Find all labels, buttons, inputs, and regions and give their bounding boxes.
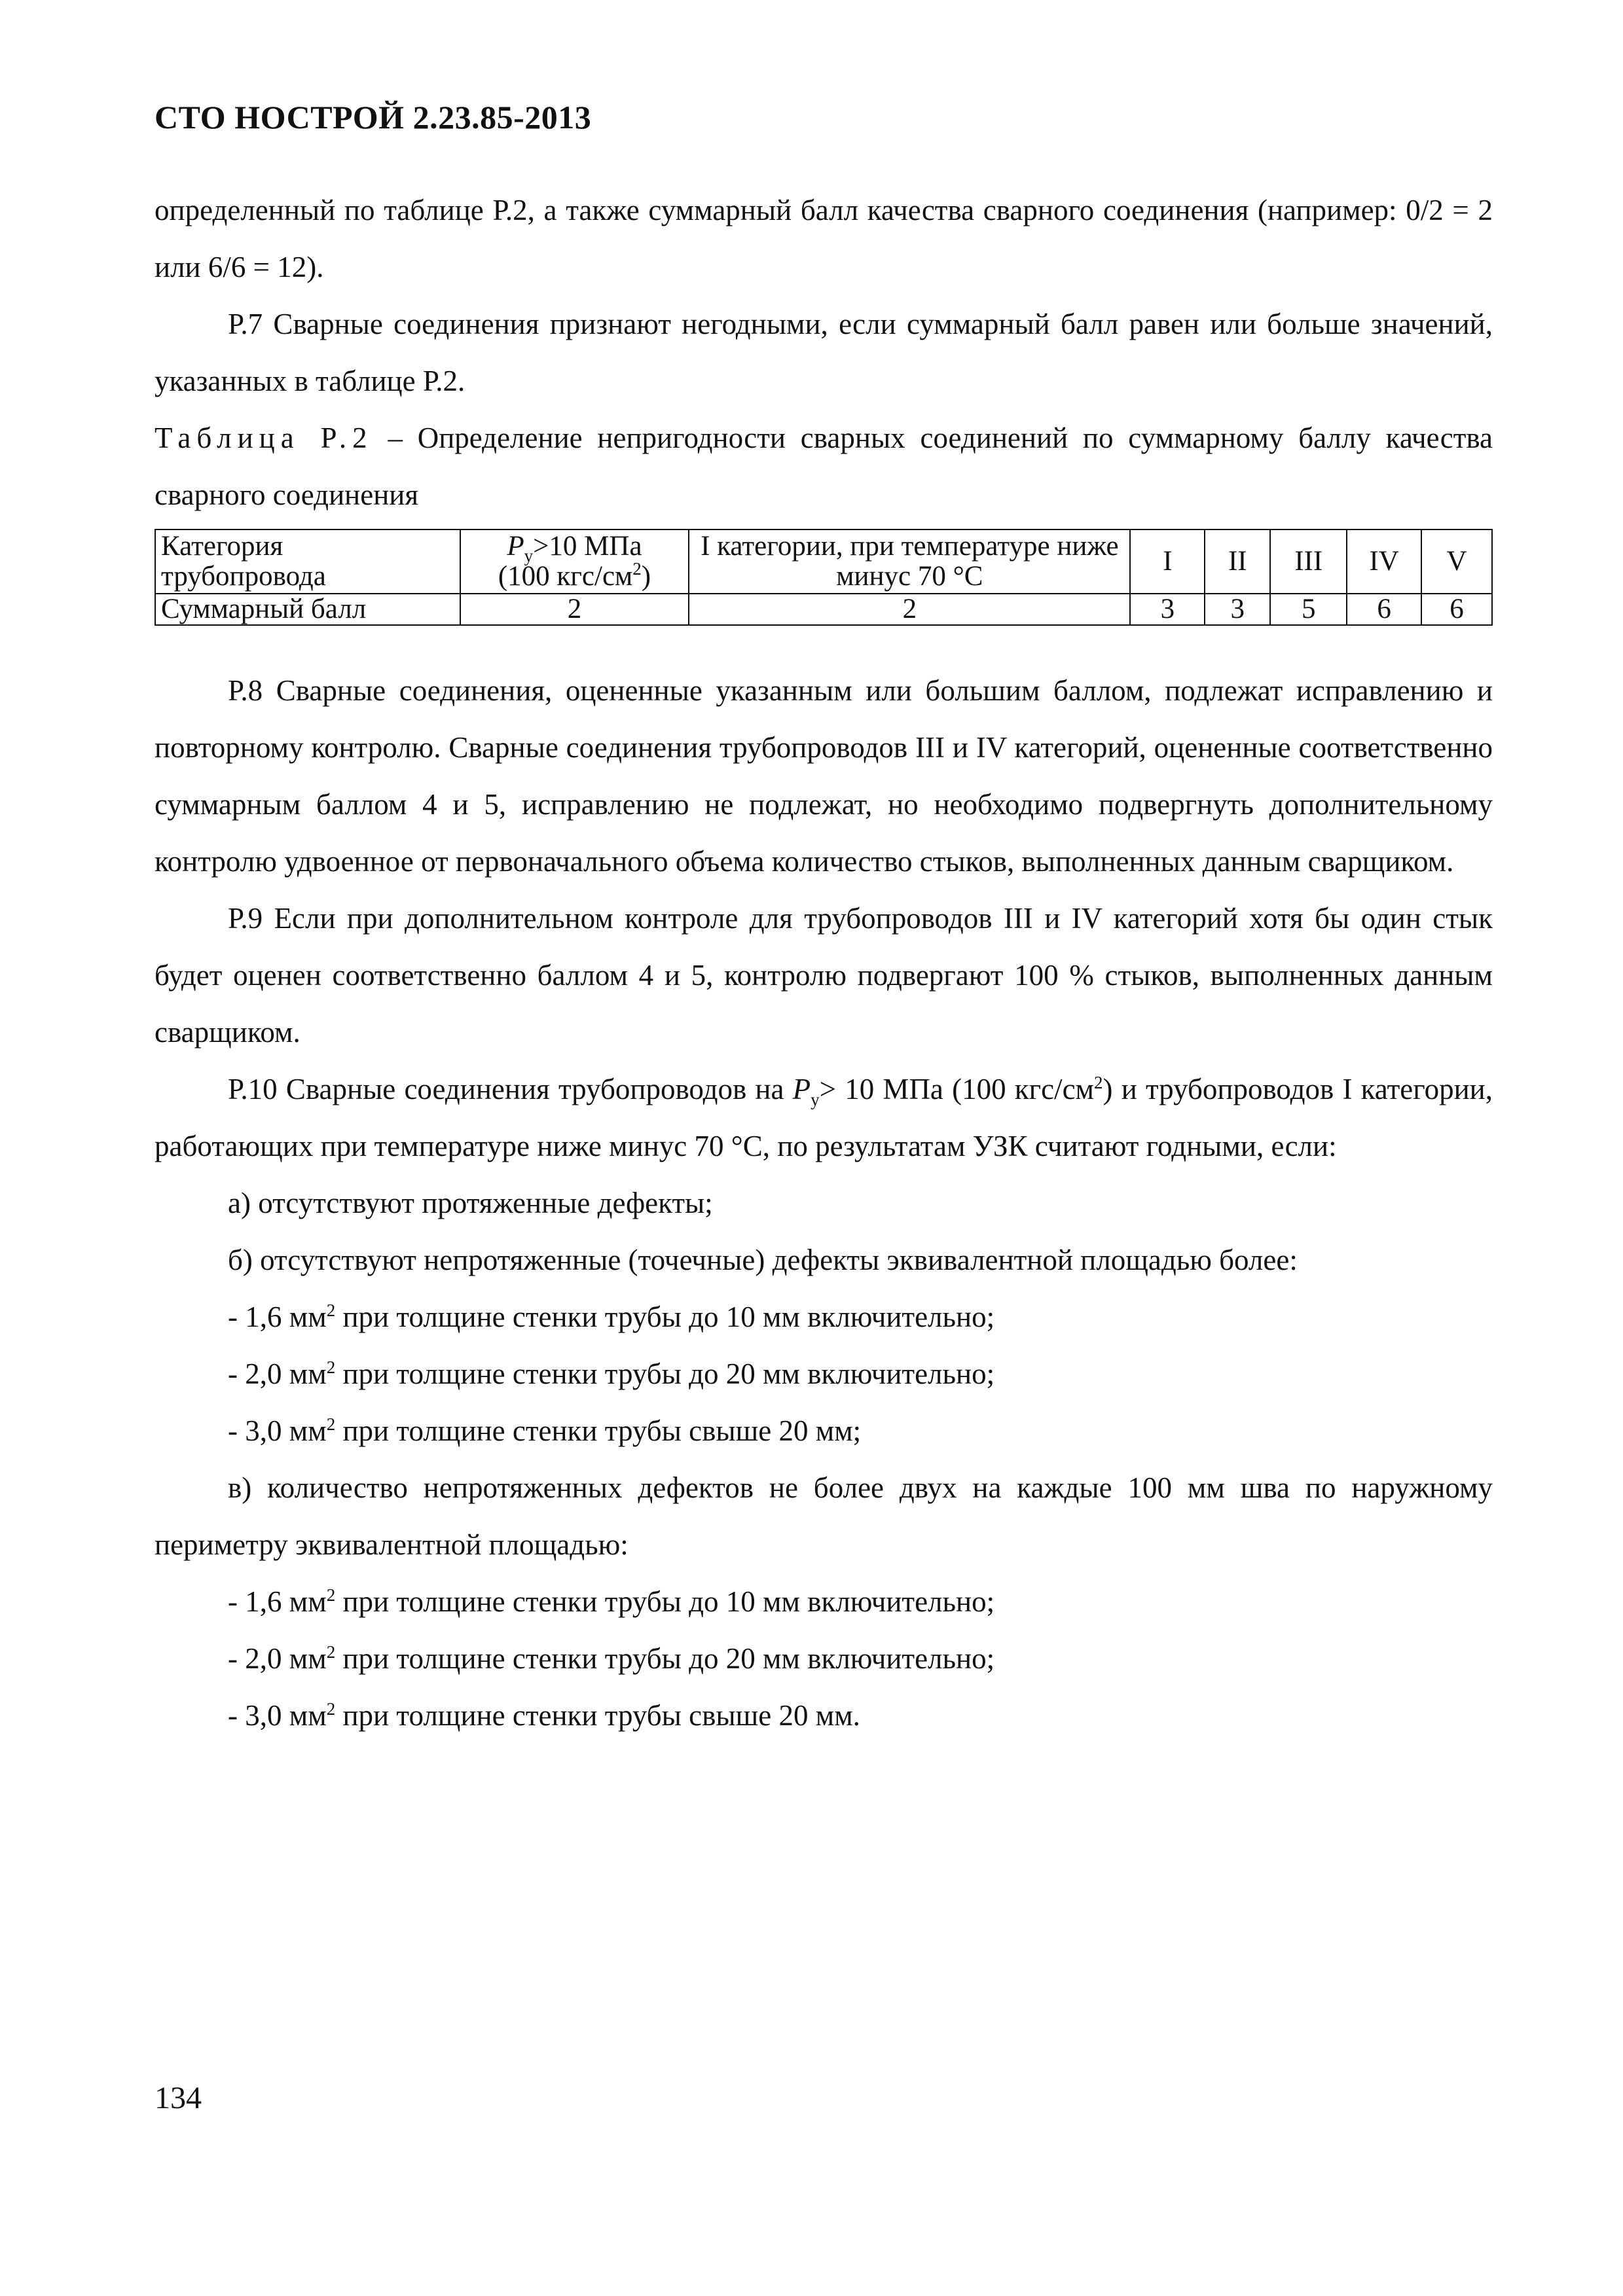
list-item-a: а) отсутствуют протяженные дефекты; [228, 1187, 713, 1219]
table-header-row [155, 529, 1492, 594]
paragraph-continuation: определенный по таблице Р.2, а также суммарный балл качества сварного соединения (например: 0/2 = 2 или 6/6 = 12). [155, 194, 1493, 283]
paragraph-p10: Р.10 Сварные соединения трубопроводов на $P_у> 10$ МПа (100 кгс/$см^2$) и трубопроводов I категории, работающих при температуре ниже минус 70 °С, по результатам УЗК считают годными, если: [155, 1073, 1493, 1162]
header-category: Категория трубопровода [155, 529, 460, 594]
list-item-b2: - 2,0 $мм^2$ при толщине стенки трубы до 20 мм включительно; [228, 1357, 995, 1390]
page-number: 134 [155, 2081, 202, 2115]
table-score-row [155, 594, 1492, 625]
list-item-b1: - 1,6 $мм^2$ при толщине стенки трубы до 10 мм включительно; [228, 1300, 995, 1333]
header-cat1-low-temp: I категории, при температуре ниже минус 70 °С [689, 529, 1130, 594]
score-table [155, 529, 1493, 626]
paragraph-p7: Р.7 Сварные соединения признают негодными, если суммарный балл равен или больше значений, указанных в таблице Р.2. [155, 308, 1493, 397]
header-cat-II: II [1205, 529, 1270, 594]
header-cat-I: I [1130, 529, 1205, 594]
paragraph-p8: Р.8 Сварные соединения, оцененные указанным или большим баллом, подлежат исправлению и повторному контролю. Сварные соединения трубопроводов III и IV категорий, оцененные соответственно суммарным баллом 4 и 5, исправлению не подлежат, но необходимо подвергнуть дополнительному контролю удвоенное от первоначального объема количество стыков, выполненных данным сварщиком. [155, 674, 1493, 878]
score-cat-V: 6 [1421, 594, 1492, 625]
document-code-header: СТО НОСТРОЙ 2.23.85-2013 [155, 99, 592, 135]
score-pressure: 2 [460, 594, 689, 625]
list-item-c1: - 1,6 $мм^2$ при толщине стенки трубы до 10 мм включительно; [228, 1585, 995, 1618]
table-caption-text: – Определение непригодности сварных соединений по суммарному баллу качества сварного соединения [155, 422, 1493, 511]
table-caption [155, 410, 1493, 524]
list-item-b3: - 3,0 $мм^2$ при толщине стенки трубы свыше 20 мм; [228, 1414, 862, 1447]
score-cat-I: 3 [1130, 594, 1205, 625]
list-item-c2: - 2,0 $мм^2$ при толщине стенки трубы до 20 мм включительно; [228, 1642, 995, 1675]
header-pressure: $P_у>10$ МПа (100 кгс/$см^2$) [460, 529, 689, 594]
document-body [155, 182, 1493, 1744]
score-cat-II: 3 [1205, 594, 1270, 625]
list-item-b: б) отсутствуют непротяженные (точечные) дефекты эквивалентной площадью более: [228, 1244, 1298, 1276]
table-caption-label: Таблица Р.2 [155, 422, 373, 454]
header-cat-IV: IV [1347, 529, 1421, 594]
list-item-c: в) количество непротяженных дефектов не более двух на каждые 100 мм шва по наружному периметру эквивалентной площадью: [155, 1471, 1493, 1561]
row-label: Суммарный балл [155, 594, 460, 625]
paragraph-p9: Р.9 Если при дополнительном контроле для трубопроводов III и IV категорий хотя бы один стык будет оценен соответственно баллом 4 и 5, контролю подвергают 100 % стыков, выполненных данным сварщиком. [155, 902, 1493, 1049]
list-item-c3: - 3,0 $мм^2$ при толщине стенки трубы свыше 20 мм. [228, 1699, 860, 1732]
score-cat-IV: 6 [1347, 594, 1421, 625]
header-cat-V: V [1421, 529, 1492, 594]
score-cat-III: 5 [1270, 594, 1347, 625]
header-cat-III: III [1270, 529, 1347, 594]
score-cat1-low-temp: 2 [689, 594, 1130, 625]
